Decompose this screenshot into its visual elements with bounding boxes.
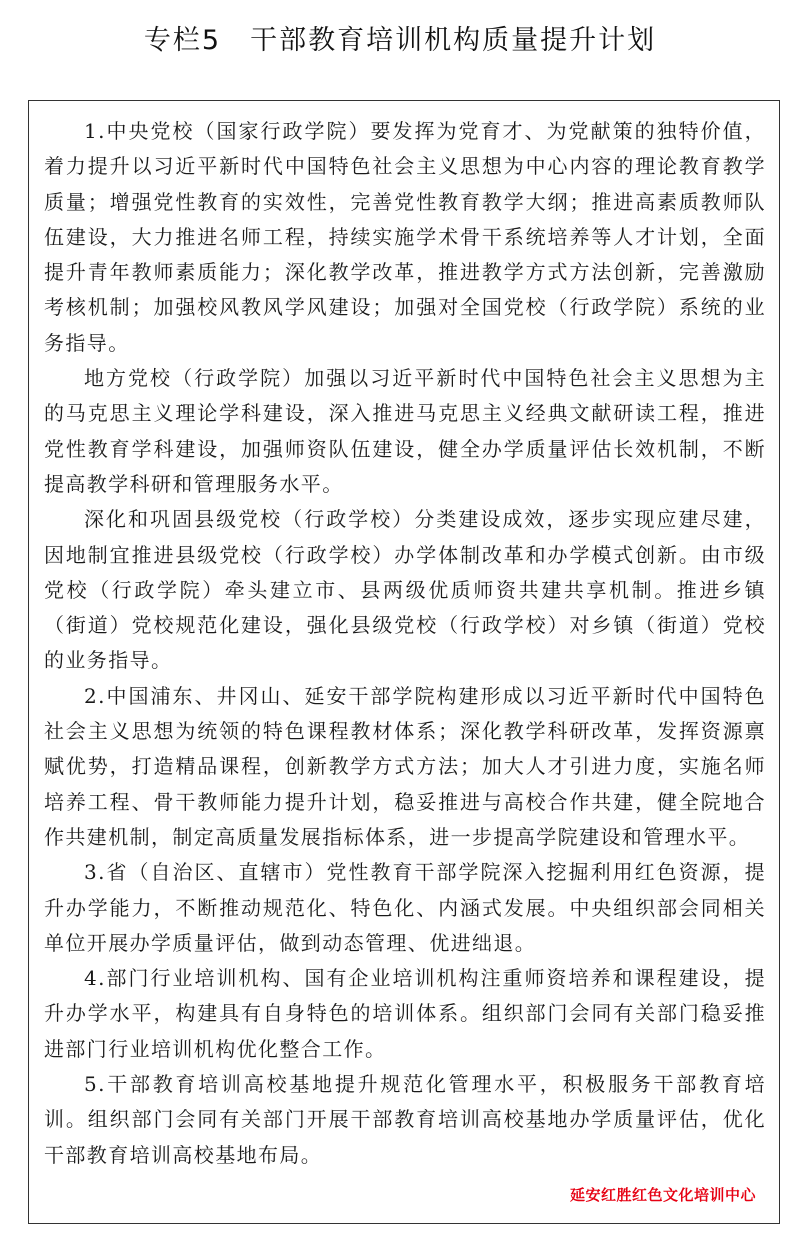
paragraph-provincial-colleges: 3.省（自治区、直辖市）党性教育干部学院深入挖掘利用红色资源，提升办学能力，不断推动规范化、特色化、内涵式发展。中央组织部会同相关单位开展办学质量评估，做到动态管理、优进绌退。 [44, 860, 766, 955]
paragraph-cadre-colleges: 2.中国浦东、井冈山、延安干部学院构建形成以习近平新时代中国特色社会主义思想为统领的特色课程教材体系；深化教学科研改革，发挥资源禀赋优势，打造精品课程，创新教学方式方法；加大人才引进力度，实施名师培养工程、骨干教师能力提升计划，稳妥推进与高校合作共建，健全院地合作共建机制，制定高质量发展指标体系，进一步提高学院建设和管理水平。 [44, 683, 766, 849]
page-title: 专栏5 干部教育培训机构质量提升计划 [143, 25, 657, 56]
watermark-text: 延安红胜红色文化培训中心 [570, 1186, 757, 1204]
paragraph-local-party-schools: 地方党校（行政学院）加强以习近平新时代中国特色社会主义思想为主的马克思主义理论学科建设，深入推进马克思主义经典文献研读工程，推进党性教育学科建设，加强师资队伍建设，健全办学质量评估长效机制，不断提高教学科研和管理服务水平。 [44, 366, 766, 496]
paragraph-county-party-schools: 深化和巩固县级党校（行政学校）分类建设成效，逐步实现应建尽建，因地制宜推进县级党校（行政学校）办学体制改革和办学模式创新。由市级党校（行政学院）牵头建立市、县两级优质师资共建共享机制。推进乡镇（街道）党校规范化建设，强化县级党校（行政学校）对乡镇（街道）党校的业务指导。 [44, 507, 766, 673]
paragraph-industry-training: 4.部门行业培训机构、国有企业培训机构注重师资培养和课程建设，提升办学水平，构建具有自身特色的培训体系。组织部门会同有关部门稳妥推进部门行业培训机构优化整合工作。 [44, 966, 766, 1061]
paragraph-university-bases: 5.干部教育培训高校基地提升规范化管理水平，积极服务干部教育培训。组织部门会同有关部门开展干部教育培训高校基地办学质量评估，优化干部教育培训高校基地布局。 [44, 1072, 766, 1167]
content-body [44, 114, 766, 1173]
paragraph-central-party-school: 1.中央党校（国家行政学院）要发挥为党育才、为党献策的独特价值，着力提升以习近平新时代中国特色社会主义思想为中心内容的理论教育教学质量；增强党性教育的实效性，完善党性教育教学大纲；推进高素质教师队伍建设，大力推进名师工程，持续实施学术骨干系统培养等人才计划，全面提升青年教师素质能力；深化教学改革，推进教学方式方法创新，完善激励考核机制；加强校风教风学风建设；加强对全国党校（行政学院）系统的业务指导。 [44, 119, 766, 355]
